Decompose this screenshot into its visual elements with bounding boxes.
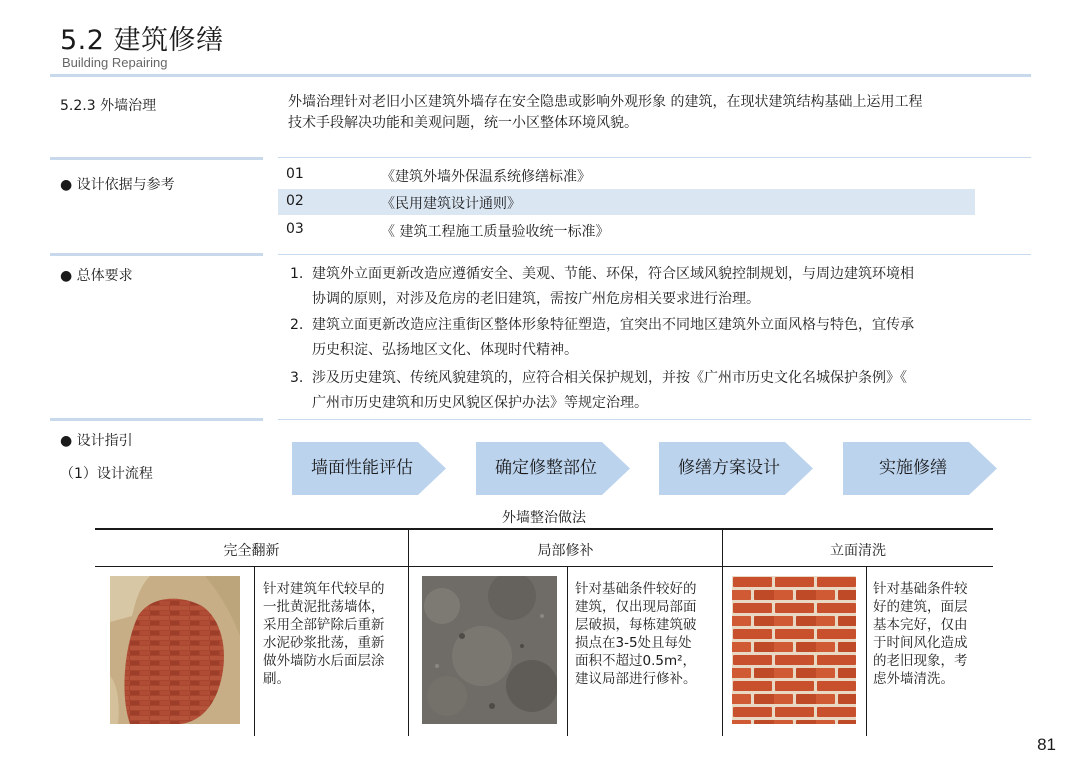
table-inner-divider [567,567,568,736]
basis-divider [50,157,263,160]
process-step-label: 修缮方案设计 [678,458,780,478]
section-divider [50,74,263,77]
reference-number: 02 [286,193,304,209]
method-description [263,580,408,688]
section-label: 5.2.3 外墙治理 [60,98,157,114]
process-step [292,442,446,495]
requirement-number: 3. [290,370,304,386]
requirements-divider-right [278,254,1031,255]
requirements-divider [50,253,263,256]
method-line: 建议局部进行修补。 [575,671,697,687]
guide-label: ● 设计指引 [60,433,133,449]
requirement-text [312,313,982,363]
process-step-label: 实施修缮 [879,458,947,478]
requirement-text [312,366,982,416]
method-line: 损点在3-5处且每处 [575,635,692,651]
guide-sub-label: （1）设计流程 [60,466,153,482]
method-line: 一批黄泥批荡墙体， [263,599,385,615]
table-header-rule [95,566,993,567]
reference-title: 《建筑外墙外保温系统修缮标准》 [381,169,591,185]
method-line: 基本完好，仅由 [873,617,968,633]
table-header-partial-repair: 局部修补 [537,543,594,559]
method-line: 针对基础条件较好的 [575,581,697,597]
requirement-number: 1. [290,266,304,282]
guide-divider [50,418,263,421]
red-brick-wall-image [732,576,856,724]
method-line: 的老旧现象，考 [873,653,968,669]
page-title: 5.2 建筑修缮 [60,25,224,56]
reference-title: 《民用建筑设计通则》 [381,196,521,212]
reference-number: 03 [286,221,304,237]
table-header-full-renovation: 完全翻新 [223,543,280,559]
method-line: 针对基础条件较 [873,581,968,597]
method-description [575,580,720,688]
requirement-line: 历史积淀、弘扬地区文化、体现时代精神。 [312,342,578,358]
guide-divider-right [278,419,1031,420]
description-line: 技术手段解决功能和美观问题，统一小区整体环境风貌。 [288,115,638,131]
reference-number: 01 [286,166,304,182]
method-line: 做外墙防水后面层涂 [263,653,385,669]
table-inner-divider [254,567,255,736]
method-description [873,580,993,688]
table-caption: 外墙整治做法 [502,510,586,526]
method-line: 层破损，每栋建筑破 [575,617,697,633]
description-line: 外墙治理针对老旧小区建筑外墙存在安全隐患或影响外观形象 的建筑，在现状建筑结构基础上运用工程 [288,94,923,110]
requirement-line: 建筑立面更新改造应注重街区整体形象特征塑造，宜突出不同地区建筑外立面风格与特色，宜传承 [312,317,914,333]
method-line: 好的建筑，面层 [873,599,968,615]
process-step [659,442,813,495]
reference-title: 《 建筑工程施工质量验收统一标准》 [381,224,610,240]
damaged-plaster-wall-image [110,576,240,724]
page-subtitle: Building Repairing [62,55,168,70]
method-line: 水泥砂浆批荡，重新 [263,635,385,651]
requirements-label: ● 总体要求 [60,268,133,284]
requirement-text [312,262,982,312]
requirement-line: 建筑外立面更新改造应遵循安全、美观、节能、环保，符合区域风貌控制规划，与周边建筑环境相 [312,266,914,282]
method-line: 虑外墙清洗。 [873,671,954,687]
table-inner-divider [866,567,867,736]
section-description [288,92,1008,134]
requirement-line: 广州市历史建筑和历史风貌区保护办法》等规定治理。 [312,395,648,411]
reference-row [278,217,975,243]
reference-row [278,189,975,215]
method-line: 建筑，仅出现局部面 [575,599,697,615]
page-number: 81 [1037,735,1056,754]
concrete-surface-image [422,576,557,724]
method-line: 于时间风化造成 [873,635,968,651]
basis-label: ● 设计依据与参考 [60,177,175,193]
method-line: 针对建筑年代较早的 [263,581,385,597]
requirement-line: 涉及历史建筑、传统风貌建筑的，应符合相关保护规划，并按《广州市历史文化名城保护条例》《 [312,370,907,386]
process-step-label: 墙面性能评估 [311,458,413,478]
method-line: 采用全部铲除后重新 [263,617,385,633]
requirement-line: 协调的原则，对涉及危房的老旧建筑，需按广州危房相关要求进行治理。 [312,291,760,307]
process-step [476,442,630,495]
method-line: 面积不超过0.5m²， [575,653,697,669]
table-header-facade-cleaning: 立面清洗 [830,543,886,559]
method-line: 刷。 [263,671,290,687]
process-step [843,442,997,495]
reference-row [278,162,975,188]
basis-divider-right [278,157,1031,158]
section-divider-right [263,74,1031,77]
process-step-label: 确定修整部位 [495,458,597,478]
requirement-number: 2. [290,317,304,333]
table-top-rule [95,528,993,530]
